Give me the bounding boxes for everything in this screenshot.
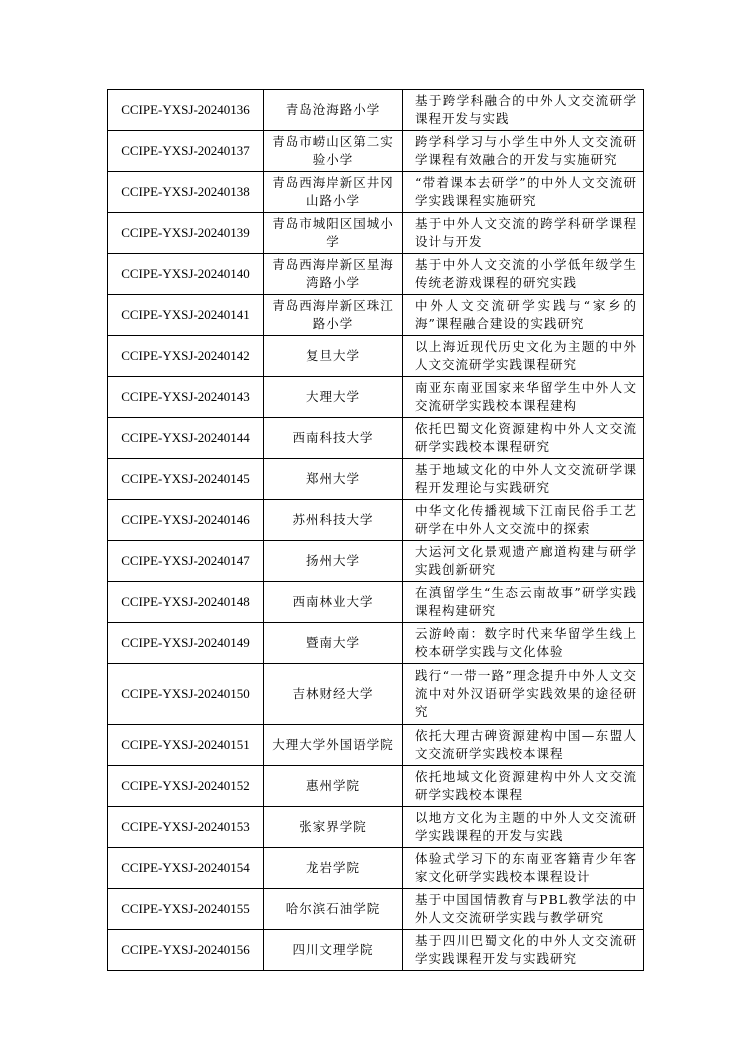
project-code-cell: CCIPE-YXSJ-20240149 — [108, 623, 264, 664]
table-row — [108, 930, 644, 971]
project-code-cell: CCIPE-YXSJ-20240147 — [108, 541, 264, 582]
project-code-cell: CCIPE-YXSJ-20240154 — [108, 848, 264, 889]
project-code-cell: CCIPE-YXSJ-20240140 — [108, 254, 264, 295]
project-code-cell: CCIPE-YXSJ-20240155 — [108, 889, 264, 930]
table-body — [108, 90, 644, 971]
school-name-cell: 青岛西海岸新区珠江路小学 — [264, 295, 403, 336]
project-title-cell: 基于四川巴蜀文化的中外人文交流研学实践课程开发与实践研究 — [403, 930, 644, 971]
school-name-cell: 青岛西海岸新区星海湾路小学 — [264, 254, 403, 295]
school-name-cell: 青岛沧海路小学 — [264, 90, 403, 131]
table-row — [108, 541, 644, 582]
table-row — [108, 131, 644, 172]
table-row — [108, 623, 644, 664]
project-code-cell: CCIPE-YXSJ-20240156 — [108, 930, 264, 971]
project-title-cell: 云游岭南：数字时代来华留学生线上校本研学实践与文化体验 — [403, 623, 644, 664]
project-code-cell: CCIPE-YXSJ-20240152 — [108, 766, 264, 807]
school-name-cell: 哈尔滨石油学院 — [264, 889, 403, 930]
school-name-cell: 龙岩学院 — [264, 848, 403, 889]
project-title-cell: 中华文化传播视域下江南民俗手工艺研学在中外人文交流中的探索 — [403, 500, 644, 541]
project-title-cell: “带着课本去研学”的中外人文交流研学实践课程实施研究 — [403, 172, 644, 213]
school-name-cell: 吉林财经大学 — [264, 664, 403, 725]
project-title-cell: 基于中外人文交流的小学低年级学生传统老游戏课程的研究实践 — [403, 254, 644, 295]
table-row — [108, 848, 644, 889]
project-code-cell: CCIPE-YXSJ-20240139 — [108, 213, 264, 254]
school-name-cell: 苏州科技大学 — [264, 500, 403, 541]
table-row — [108, 725, 644, 766]
school-name-cell: 暨南大学 — [264, 623, 403, 664]
project-title-cell: 南亚东南亚国家来华留学生中外人文交流研学实践校本课程建构 — [403, 377, 644, 418]
table-row — [108, 418, 644, 459]
project-title-cell: 依托地域文化资源建构中外人文交流研学实践校本课程 — [403, 766, 644, 807]
table-row — [108, 295, 644, 336]
project-code-cell: CCIPE-YXSJ-20240142 — [108, 336, 264, 377]
table-row — [108, 500, 644, 541]
project-code-cell: CCIPE-YXSJ-20240138 — [108, 172, 264, 213]
project-title-cell: 中外人文交流研学实践与“家乡的海”课程融合建设的实践研究 — [403, 295, 644, 336]
school-name-cell: 西南科技大学 — [264, 418, 403, 459]
project-title-cell: 以地方文化为主题的中外人文交流研学实践课程的开发与实践 — [403, 807, 644, 848]
school-name-cell: 惠州学院 — [264, 766, 403, 807]
table-row — [108, 336, 644, 377]
school-name-cell: 大理大学外国语学院 — [264, 725, 403, 766]
project-code-cell: CCIPE-YXSJ-20240148 — [108, 582, 264, 623]
project-code-cell: CCIPE-YXSJ-20240150 — [108, 664, 264, 725]
project-list-table — [107, 89, 644, 971]
table-row — [108, 254, 644, 295]
project-code-cell: CCIPE-YXSJ-20240146 — [108, 500, 264, 541]
school-name-cell: 西南林业大学 — [264, 582, 403, 623]
project-code-cell: CCIPE-YXSJ-20240143 — [108, 377, 264, 418]
table-row — [108, 172, 644, 213]
school-name-cell: 青岛市城阳区国城小学 — [264, 213, 403, 254]
table-row — [108, 889, 644, 930]
project-title-cell: 基于地域文化的中外人文交流研学课程开发理论与实践研究 — [403, 459, 644, 500]
school-name-cell: 青岛市崂山区第二实验小学 — [264, 131, 403, 172]
table-row — [108, 459, 644, 500]
school-name-cell: 青岛西海岸新区井冈山路小学 — [264, 172, 403, 213]
table-row — [108, 807, 644, 848]
project-title-cell: 体验式学习下的东南亚客籍青少年客家文化研学实践校本课程设计 — [403, 848, 644, 889]
table-row — [108, 766, 644, 807]
project-title-cell: 在滇留学生“生态云南故事”研学实践课程构建研究 — [403, 582, 644, 623]
project-title-cell: 基于跨学科融合的中外人文交流研学课程开发与实践 — [403, 90, 644, 131]
school-name-cell: 大理大学 — [264, 377, 403, 418]
table-row — [108, 582, 644, 623]
project-title-cell: 大运河文化景观遗产廊道构建与研学实践创新研究 — [403, 541, 644, 582]
project-title-cell: 依托巴蜀文化资源建构中外人文交流研学实践校本课程研究 — [403, 418, 644, 459]
school-name-cell: 郑州大学 — [264, 459, 403, 500]
project-title-cell: 以上海近现代历史文化为主题的中外人文交流研学实践课程研究 — [403, 336, 644, 377]
project-code-cell: CCIPE-YXSJ-20240136 — [108, 90, 264, 131]
school-name-cell: 张家界学院 — [264, 807, 403, 848]
project-code-cell: CCIPE-YXSJ-20240153 — [108, 807, 264, 848]
project-code-cell: CCIPE-YXSJ-20240141 — [108, 295, 264, 336]
school-name-cell: 扬州大学 — [264, 541, 403, 582]
project-code-cell: CCIPE-YXSJ-20240137 — [108, 131, 264, 172]
project-code-cell: CCIPE-YXSJ-20240151 — [108, 725, 264, 766]
project-title-cell: 基于中外人文交流的跨学科研学课程设计与开发 — [403, 213, 644, 254]
table-row — [108, 377, 644, 418]
project-code-cell: CCIPE-YXSJ-20240145 — [108, 459, 264, 500]
table-row — [108, 664, 644, 725]
school-name-cell: 复旦大学 — [264, 336, 403, 377]
table-row — [108, 90, 644, 131]
project-code-cell: CCIPE-YXSJ-20240144 — [108, 418, 264, 459]
project-title-cell: 基于中国国情教育与PBL教学法的中外人文交流研学实践与教学研究 — [403, 889, 644, 930]
school-name-cell: 四川文理学院 — [264, 930, 403, 971]
project-title-cell: 跨学科学习与小学生中外人文交流研学课程有效融合的开发与实施研究 — [403, 131, 644, 172]
table-row — [108, 213, 644, 254]
project-title-cell: 依托大理古碑资源建构中国—东盟人文交流研学实践校本课程 — [403, 725, 644, 766]
project-title-cell: 践行“一带一路”理念提升中外人文交流中对外汉语研学实践效果的途径研究 — [403, 664, 644, 725]
